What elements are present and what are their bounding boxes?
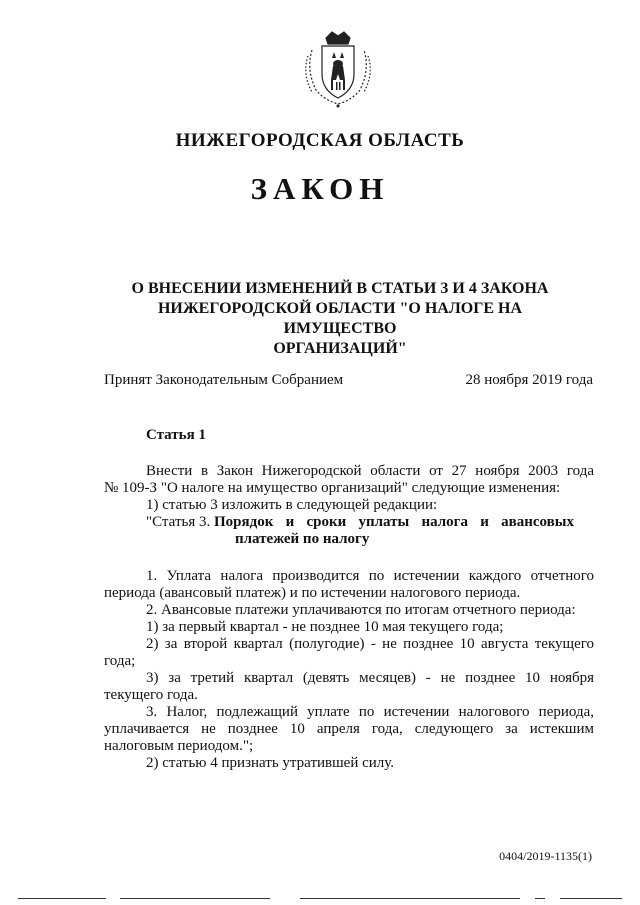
paragraph-2-item-3-cont: текущего года. [104, 687, 198, 703]
intro-line: Внести в Закон Нижегородской области от 27 ноября 2003 года [146, 463, 594, 479]
paragraph-2-item-3: 3) за третий квартал (девять месяцев) - не позднее 10 ноября [146, 670, 594, 686]
paragraph-2-item-2: 2) за второй квартал (полугодие) - не позднее 10 августа текущего [146, 636, 594, 652]
paragraph-3-cont: налоговым периодом."; [104, 738, 254, 754]
adoption-date: 28 ноября 2019 года [465, 372, 593, 388]
intro-line: № 109-З "О налоге на имущество организаций" следующие изменения: [104, 480, 561, 496]
law-title-line: ОРГАНИЗАЦИЙ" [273, 340, 407, 357]
amendment-item-2: 2) статью 4 признать утратившей силу. [146, 755, 395, 771]
article-body-top [104, 463, 594, 548]
quoted-article-title: Порядок и сроки уплаты налога и авансовых [213, 514, 574, 530]
article-heading: Статья 1 [146, 427, 206, 443]
law-title [110, 279, 570, 359]
quoted-article-title-cont: платежей по налогу [235, 531, 370, 547]
paragraph-3: 3. Налог, подлежащий уплате по истечении налогового периода, [146, 704, 594, 720]
region-name: НИЖЕГОРОДСКАЯ ОБЛАСТЬ [175, 130, 465, 151]
paragraph-1: 1. Уплата налога производится по истечении каждого отчетного [146, 568, 594, 584]
document-type: ЗАКОН [250, 171, 390, 206]
paragraph-1-cont: периода (авансовый платеж) и по истечении налогового периода. [104, 585, 521, 601]
paragraph-2-item-1: 1) за первый квартал - не позднее 10 мая текущего года; [146, 619, 504, 635]
paragraph-3-cont: уплачивается не позднее 10 апреля года, следующего за истекшим [104, 721, 594, 737]
quoted-article-prefix: "Статья 3. [146, 514, 211, 530]
paragraph-2: 2. Авансовые платежи уплачиваются по итогам отчетного периода: [146, 602, 576, 618]
amendment-item-1: 1) статью 3 изложить в следующей редакции: [146, 497, 438, 513]
adopting-body: Принят Законодательным Собранием [104, 372, 344, 388]
footer-divider [0, 898, 640, 900]
quoted-article-heading [104, 514, 594, 531]
law-title-line: О ВНЕСЕНИИ ИЗМЕНЕНИЙ В СТАТЬИ 3 И 4 ЗАКОНА [131, 280, 549, 297]
law-title-line: НИЖЕГОРОДСКОЙ ОБЛАСТИ "О НАЛОГЕ НА ИМУЩЕСТВО [157, 300, 523, 337]
paragraph-2-item-2-cont: года; [104, 653, 136, 669]
article-body-main [104, 568, 594, 772]
coat-of-arms-icon [298, 30, 378, 110]
document-code: 0404/2019-1135(1) [499, 849, 592, 863]
